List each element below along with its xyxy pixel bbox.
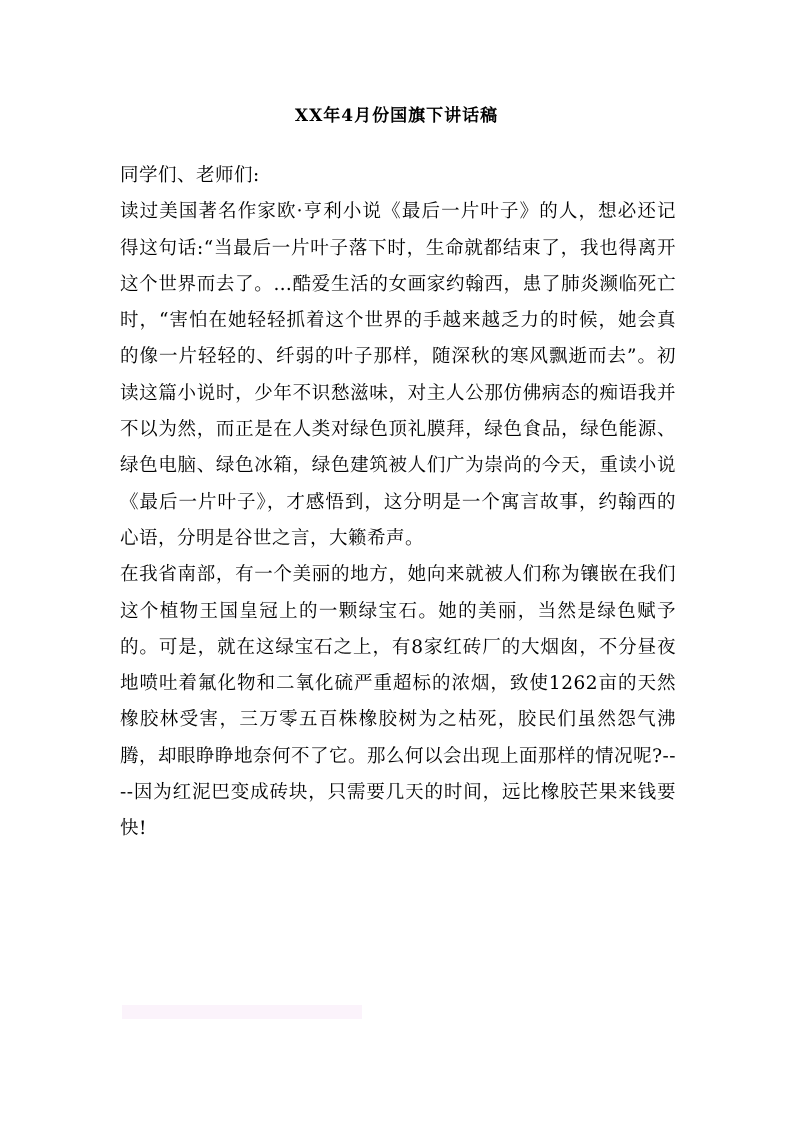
paragraph: 读过美国著名作家欧·亨利小说《最后一片叶子》的人，想必还记得这句话:“当最后一片叶子落下时，生命就都结束了，我也得离开这个世界而去了。…酷爱生活的女画家约翰西，患了肺炎濒临死亡时，“害怕在她轻轻抓着这个世界的手越来越乏力的时候，她会真的像一片轻轻的、纤弱的叶子那样，随深秋的寒风飘逝而去”。初读这篇小说时，少年不识愁滋味，对主人公那仿佛病态的痴语我并不以为然，而正是在人类对绿色顶礼膜拜，绿色食品，绿色能源、绿色电脑、绿色冰箱，绿色建筑被人们广为崇尚的今天，重读小说《最后一片叶子》，才感悟到，这分明是一个寓言故事，约翰西的心语，分明是谷世之言，大籁希声。 [120,201,676,549]
paragraph: 在我省南部，有一个美丽的地方，她向来就被人们称为镶嵌在我们这个植物王国皇冠上的一颗绿宝石。她的美丽，当然是绿色赋予的。可是，就在这绿宝石之上，有8家红砖厂的大烟囱，不分昼夜地喷吐着氟化物和二氧化硫严重超标的浓烟，致使1262亩的天然橡胶林受害，三万零五百株橡胶树为之枯死，胶民们虽然怨气沸腾，却眼睁睁地奈何不了它。那么何以会出现上面那样的情况呢?----因为红泥巴变成砖块，只需要几天的时间，远比橡胶芒果来钱要快! [120,564,676,840]
document-title: XX年4月份国旗下讲话稿 [294,106,499,126]
greeting-line: 同学们、老师们: [120,165,260,186]
faint-watermark [122,1005,362,1019]
document-body [120,158,676,848]
